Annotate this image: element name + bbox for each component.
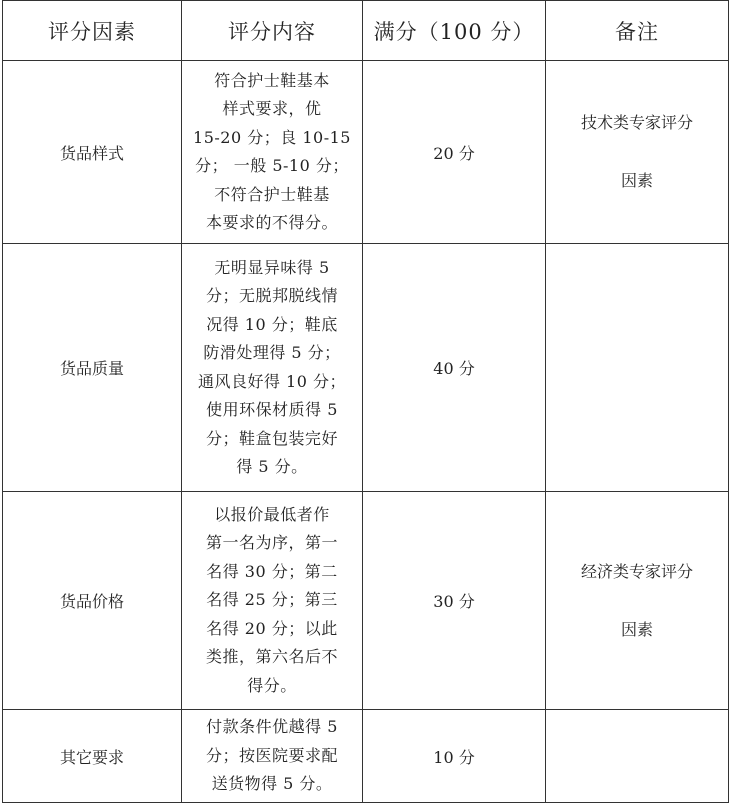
table-header-row	[3, 1, 729, 61]
content-line: 得分。	[247, 675, 297, 695]
table-row	[3, 710, 729, 803]
content-line: 样式要求，优	[222, 99, 322, 118]
table-row	[3, 492, 729, 710]
note-cell	[546, 61, 729, 244]
content-line: 分； 一般 5-10 分；	[195, 156, 349, 175]
content-line: 使用环保材质得 5	[206, 400, 338, 419]
note-line: 因素	[620, 171, 653, 190]
scoring-table	[2, 0, 729, 803]
header-note: 备注	[546, 1, 729, 61]
content-line: 分；无脱邦脱线情	[205, 286, 338, 305]
table-row	[3, 61, 729, 244]
header-factor: 评分因素	[3, 1, 182, 61]
content-cell	[182, 492, 363, 710]
table-row	[3, 244, 729, 492]
content-line: 名得 25 分；第三	[206, 590, 338, 610]
content-line: 以报价最低者作	[214, 504, 330, 524]
content-line: 通风良好得 10 分；	[197, 371, 347, 391]
content-line: 名得 20 分；以此	[206, 618, 338, 638]
note-line: 因素	[620, 619, 653, 639]
content-line: 符合护士鞋基本	[214, 70, 330, 90]
content-cell	[182, 710, 363, 803]
factor-cell: 货品样式	[3, 61, 182, 244]
content-cell	[182, 61, 363, 244]
content-line: 送货物得 5 分。	[211, 774, 333, 794]
score-cell: 30 分	[363, 492, 546, 710]
note-cell	[546, 244, 729, 492]
content-line: 分；鞋盒包装完好	[205, 428, 338, 448]
header-full-score: 满分（100 分）	[363, 1, 546, 61]
content-line: 不符合护士鞋基	[214, 184, 330, 204]
note-cell	[546, 710, 729, 803]
content-line: 付款条件优越得 5	[206, 717, 338, 737]
factor-cell: 货品质量	[3, 244, 182, 492]
factor-cell: 其它要求	[3, 710, 182, 803]
content-line: 类推，第六名后不	[205, 647, 338, 667]
note-line: 经济类专家评分	[580, 561, 693, 581]
header-content: 评分内容	[182, 1, 363, 61]
score-cell: 10 分	[363, 710, 546, 803]
factor-cell: 货品价格	[3, 492, 182, 710]
content-line: 第一名为序，第一	[205, 533, 338, 553]
note-cell	[546, 492, 729, 710]
note-line: 技术类专家评分	[580, 113, 693, 132]
content-line: 防滑处理得 5 分；	[203, 343, 341, 362]
content-line: 无明显异味得 5	[214, 257, 330, 277]
content-line: 15-20 分；良 10-15	[193, 127, 351, 147]
content-line: 况得 10 分；鞋底	[206, 314, 338, 334]
score-cell: 20 分	[363, 61, 546, 244]
content-line: 得 5 分。	[236, 457, 308, 476]
content-line: 名得 30 分；第二	[206, 561, 338, 581]
score-cell: 40 分	[363, 244, 546, 492]
content-line: 分；按医院要求配	[205, 745, 338, 765]
content-line: 本要求的不得分。	[205, 213, 338, 232]
content-cell	[182, 244, 363, 492]
